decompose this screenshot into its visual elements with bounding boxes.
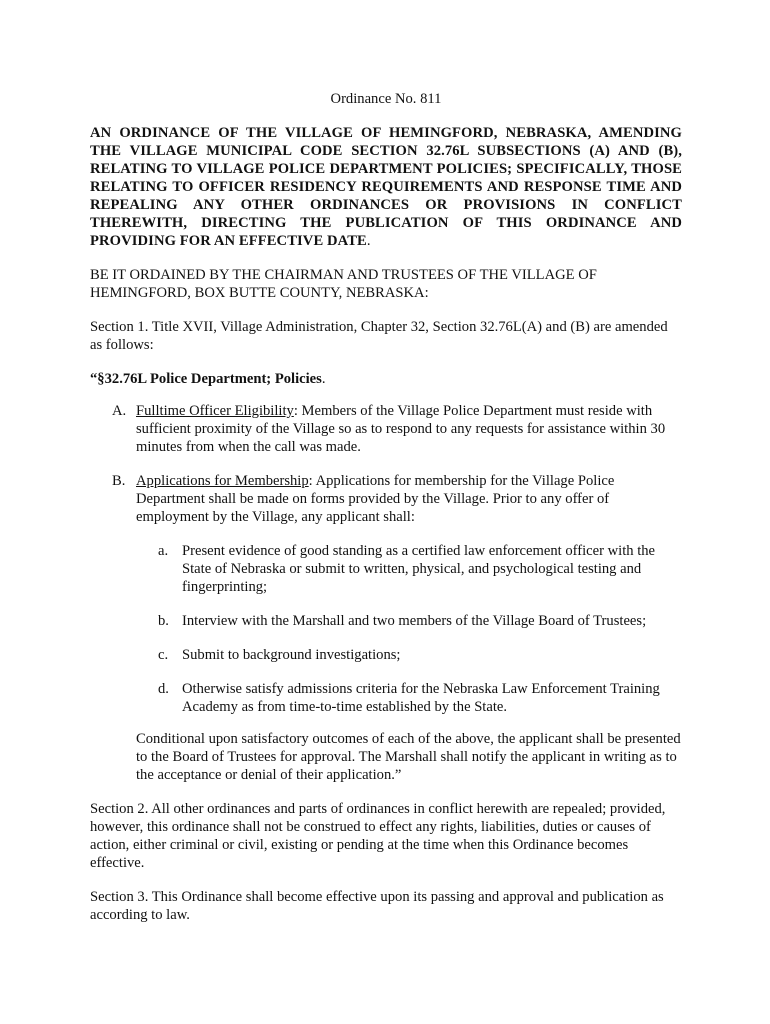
section-1: Section 1. Title XVII, Village Administration, Chapter 32, Section 32.76L(A) and (B) are amended as follows: xyxy=(90,319,668,353)
requirements-list xyxy=(136,542,682,716)
policy-list xyxy=(90,402,682,784)
sub-text: Interview with the Marshall and two members of the Village Board of Trustees; xyxy=(182,613,647,629)
section-2: Section 2. All other ordinances and parts of ordinances in conflict herewith are repealed; provided, however, this ordinance shall not be construed to effect any rights, liabilities, duties or causes of action, either criminal or civil, existing or pending at the time when this Ordinance becomes effective. xyxy=(90,801,666,871)
section-heading xyxy=(90,370,682,388)
requirement-item xyxy=(136,612,682,630)
requirement-item xyxy=(136,680,682,716)
item-text: : Applications for membership for the Village Police Department shall be made on forms provided by the Village. Prior to any offer of employment by the Village, any applicant shall: xyxy=(136,473,615,525)
section-heading-text: “§32.76L Police Department; Policies xyxy=(90,371,322,387)
section-heading-period: . xyxy=(321,371,326,387)
sub-text: Present evidence of good standing as a certified law enforcement officer with the State of Nebraska or submit to written, physical, and psychological testing and fingerprinting; xyxy=(182,543,656,595)
ordinance-heading xyxy=(90,124,682,250)
enacting-clause: BE IT ORDAINED BY THE CHAIRMAN AND TRUSTEES OF THE VILLAGE OF HEMINGFORD, BOX BUTTE COUNTY, NEBRASKA: xyxy=(90,267,597,301)
requirement-item xyxy=(136,646,682,664)
sub-marker: d. xyxy=(158,681,169,697)
item-title: Fulltime Officer Eligibility xyxy=(136,403,294,419)
heading-period: . xyxy=(366,233,371,249)
section-3: Section 3. This Ordinance shall become effective upon its passing and approval and publication as according to law. xyxy=(90,889,664,923)
sub-marker: a. xyxy=(158,543,169,559)
policy-item-a xyxy=(90,402,682,456)
conditional-paragraph: Conditional upon satisfactory outcomes of each of the above, the applicant shall be presented to the Board of Trustees for approval. The Marshall shall notify the applicant in writing as to the acceptance or denial of their application.” xyxy=(136,731,681,783)
item-marker: A. xyxy=(112,403,127,419)
requirement-item xyxy=(136,542,682,596)
item-title: Applications for Membership xyxy=(136,473,309,489)
sub-marker: c. xyxy=(158,647,169,663)
sub-text: Submit to background investigations; xyxy=(182,647,401,663)
item-text: : Members of the Village Police Department must reside with sufficient proximity of the Village so as to respond to any requests for assistance within 30 minutes from when the call was made. xyxy=(136,403,666,455)
heading-text: AN ORDINANCE OF THE VILLAGE OF HEMINGFORD, NEBRASKA, AMENDING THE VILLAGE MUNICIPAL CODE SECTION 32.76L SUBSECTIONS (A) AND (B), RELATING TO VILLAGE POLICE DEPARTMENT POLICIES; SPECIFICALLY, THOSE RELATING TO OFFICER RESIDENCY REQUIREMENTS AND RESPONSE TIME AND REPEALING ANY OTHER ORDINANCES OR PROVISIONS IN CONFLICT THEREWITH, DIRECTING THE PUBLICATION OF THIS ORDINANCE AND PROVIDING FOR AN EFFECTIVE DATE xyxy=(90,125,682,249)
sub-text: Otherwise satisfy admissions criteria for the Nebraska Law Enforcement Training Academy as from time-to-time established by the State. xyxy=(182,681,660,715)
policy-item-b xyxy=(90,472,682,784)
ordinance-title: Ordinance No. 811 xyxy=(330,91,442,107)
item-marker: B. xyxy=(112,473,126,489)
sub-marker: b. xyxy=(158,613,169,629)
